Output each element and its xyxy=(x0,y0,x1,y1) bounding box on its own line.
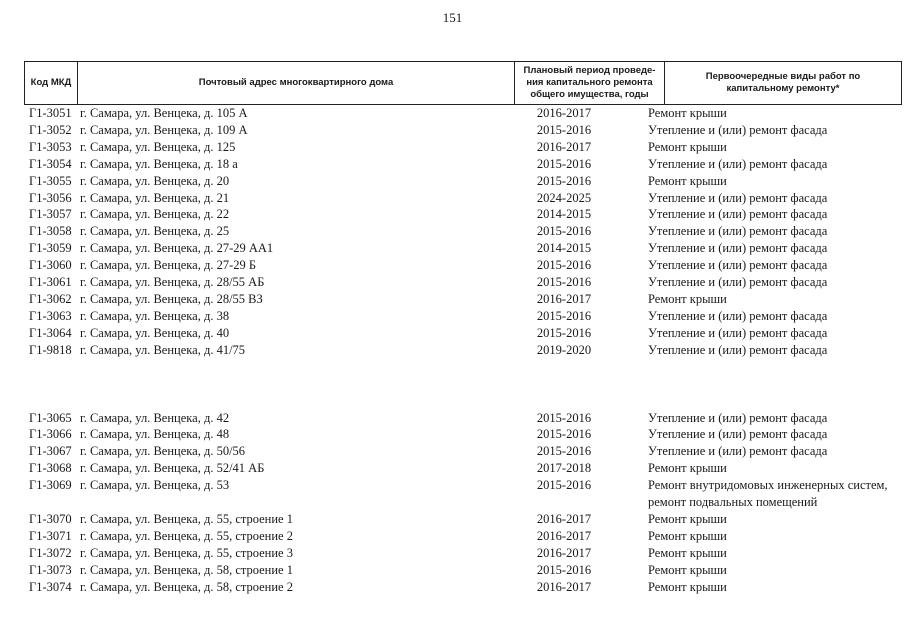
header-address: Почтовый адрес многоквартирного дома xyxy=(77,62,514,104)
table-row xyxy=(0,528,905,545)
address-cell: г. Самара, ул. Венцека, д. 58, строение 1 xyxy=(80,562,293,577)
table-row xyxy=(0,342,905,359)
table-row xyxy=(0,190,905,207)
period-cell: 2015-2016 xyxy=(536,173,592,188)
table-row xyxy=(0,291,905,308)
page-number: 151 xyxy=(442,10,463,25)
address-cell: г. Самара, ул. Венцека, д. 42 xyxy=(80,410,230,425)
address-cell: г. Самара, ул. Венцека, д. 38 xyxy=(80,308,230,323)
code-cell: Г1-3064 xyxy=(29,325,72,340)
period-cell: 2015-2016 xyxy=(536,224,592,239)
table-row xyxy=(0,460,905,477)
code-cell: Г1-3051 xyxy=(29,106,72,120)
address-cell: г. Самара, ул. Венцека, д. 55, строение 3 xyxy=(80,545,293,560)
table-row xyxy=(0,173,905,190)
address-cell: г. Самара, ул. Венцека, д. 18 а xyxy=(80,156,238,171)
code-cell: Г1-3068 xyxy=(29,461,72,476)
table-row xyxy=(0,325,905,342)
period-cell: 2016-2017 xyxy=(536,545,592,560)
table-row xyxy=(0,122,905,139)
address-cell: г. Самара, ул. Венцека, д. 28/55 ВЗ xyxy=(80,291,263,306)
period-cell: 2016-2017 xyxy=(536,579,592,594)
code-cell: Г1-3063 xyxy=(29,308,72,323)
address-cell: г. Самара, ул. Венцека, д. 22 xyxy=(80,207,230,222)
code-cell: Г1-3073 xyxy=(29,562,72,577)
address-cell: г. Самара, ул. Венцека, д. 125 xyxy=(80,139,236,154)
address-cell: г. Самара, ул. Венцека, д. 50/56 xyxy=(80,444,246,459)
table-row xyxy=(0,511,905,528)
code-cell: Г1-3067 xyxy=(29,444,72,459)
period-cell: 2015-2016 xyxy=(536,410,592,425)
period-cell: 2024-2025 xyxy=(536,190,592,205)
works-cell: Ремонт крыши xyxy=(648,291,727,306)
address-cell: г. Самара, ул. Венцека, д. 55, строение 1 xyxy=(80,512,293,527)
header-period: Плановый период проведе-ния капитального ремонта общего имущества, годы xyxy=(514,62,664,104)
code-cell: Г1-3057 xyxy=(29,207,72,222)
works-cell: Ремонт крыши xyxy=(648,106,727,120)
code-cell: Г1-3058 xyxy=(29,224,72,239)
works-cell: Утепление и (или) ремонт фасада xyxy=(648,156,828,171)
address-cell: г. Самара, ул. Венцека, д. 27-29 Б xyxy=(80,258,257,273)
code-cell: Г1-3069 xyxy=(29,478,72,493)
works-cell: Ремонт крыши xyxy=(648,579,727,594)
table-row xyxy=(0,308,905,325)
code-cell: Г1-3074 xyxy=(29,579,72,594)
table-row xyxy=(0,105,905,122)
period-cell: 2014-2015 xyxy=(536,207,592,222)
code-cell: Г1-3072 xyxy=(29,545,72,560)
period-cell: 2015-2016 xyxy=(536,562,592,577)
period-cell: 2019-2020 xyxy=(536,342,592,357)
table-row xyxy=(0,274,905,291)
table-row xyxy=(0,477,905,510)
address-cell: г. Самара, ул. Венцека, д. 48 xyxy=(80,427,230,442)
address-cell: г. Самара, ул. Венцека, д. 55, строение 2 xyxy=(80,529,293,543)
address-cell: г. Самара, ул. Венцека, д. 28/55 АБ xyxy=(80,275,265,289)
address-cell: г. Самара, ул. Венцека, д. 58, строение 2 xyxy=(80,579,293,594)
works-cell: Утепление и (или) ремонт фасада xyxy=(648,241,828,256)
period-cell: 2016-2017 xyxy=(536,139,592,154)
period-cell: 2016-2017 xyxy=(536,529,592,543)
address-cell: г. Самара, ул. Венцека, д. 109 А xyxy=(80,122,248,137)
works-cell: Утепление и (или) ремонт фасада xyxy=(648,190,828,205)
works-cell: Ремонт крыши xyxy=(648,512,727,527)
works-cell: Ремонт крыши xyxy=(648,529,727,543)
address-cell: г. Самара, ул. Венцека, д. 41/75 xyxy=(80,342,246,357)
address-cell: г. Самара, ул. Венцека, д. 20 xyxy=(80,173,230,188)
works-cell: Ремонт крыши xyxy=(648,461,727,476)
code-cell: Г1-3060 xyxy=(29,258,72,273)
period-cell: 2017-2018 xyxy=(536,461,592,476)
address-cell: г. Самара, ул. Венцека, д. 25 xyxy=(80,224,230,239)
code-cell: Г1-3065 xyxy=(29,410,72,425)
works-cell: Утепление и (или) ремонт фасада xyxy=(648,122,828,137)
period-cell: 2015-2016 xyxy=(536,427,592,442)
table-row xyxy=(0,257,905,274)
period-cell: 2015-2016 xyxy=(536,122,592,137)
works-cell: Ремонт внутридомовых инженерных систем, ремонт подвальных помещений xyxy=(648,478,888,510)
table-row xyxy=(0,240,905,257)
works-cell: Утепление и (или) ремонт фасада xyxy=(648,275,828,289)
works-cell: Утепление и (или) ремонт фасада xyxy=(648,308,828,323)
code-cell: Г1-3062 xyxy=(29,291,72,306)
code-cell: Г1-3066 xyxy=(29,427,72,442)
table-row xyxy=(0,579,905,596)
code-cell: Г1-3070 xyxy=(29,512,72,527)
table-row xyxy=(0,156,905,173)
works-cell: Утепление и (или) ремонт фасада xyxy=(648,444,828,459)
table-row xyxy=(0,139,905,156)
period-cell: 2015-2016 xyxy=(536,444,592,459)
code-cell: Г1-3071 xyxy=(29,529,72,543)
address-cell: г. Самара, ул. Венцека, д. 27-29 АА1 xyxy=(80,241,274,256)
works-cell: Утепление и (или) ремонт фасада xyxy=(648,258,828,273)
code-cell: Г1-3061 xyxy=(29,275,72,289)
period-cell: 2015-2016 xyxy=(536,258,592,273)
code-cell: Г1-9818 xyxy=(29,342,72,357)
works-cell: Утепление и (или) ремонт фасада xyxy=(648,410,828,425)
code-cell: Г1-3059 xyxy=(29,241,72,256)
address-cell: г. Самара, ул. Венцека, д. 105 А xyxy=(80,106,248,120)
table-row xyxy=(0,562,905,579)
table-row xyxy=(0,206,905,223)
works-cell: Утепление и (или) ремонт фасада xyxy=(648,427,828,442)
works-cell: Утепление и (или) ремонт фасада xyxy=(648,342,828,357)
period-cell: 2015-2016 xyxy=(536,308,592,323)
address-cell: г. Самара, ул. Венцека, д. 53 xyxy=(80,478,230,493)
code-cell: Г1-3055 xyxy=(29,173,72,188)
period-cell: 2016-2017 xyxy=(536,106,592,120)
period-cell: 2016-2017 xyxy=(536,291,592,306)
period-cell: 2014-2015 xyxy=(536,241,592,256)
period-cell: 2016-2017 xyxy=(536,512,592,527)
address-cell: г. Самара, ул. Венцека, д. 40 xyxy=(80,325,230,340)
table-row xyxy=(0,545,905,562)
period-cell: 2015-2016 xyxy=(536,156,592,171)
period-cell: 2015-2016 xyxy=(536,275,592,289)
works-cell: Ремонт крыши xyxy=(648,139,727,154)
period-cell: 2015-2016 xyxy=(536,325,592,340)
address-cell: г. Самара, ул. Венцека, д. 52/41 АБ xyxy=(80,461,265,476)
code-cell: Г1-3054 xyxy=(29,156,72,171)
works-cell: Утепление и (или) ремонт фасада xyxy=(648,224,828,239)
code-cell: Г1-3056 xyxy=(29,190,72,205)
works-cell: Ремонт крыши xyxy=(648,173,727,188)
works-cell: Утепление и (или) ремонт фасада xyxy=(648,207,828,222)
code-cell: Г1-3052 xyxy=(29,122,72,137)
address-cell: г. Самара, ул. Венцека, д. 21 xyxy=(80,190,230,205)
period-cell: 2015-2016 xyxy=(536,478,592,493)
header-works: Первоочередные виды работ по капитальному ремонту* xyxy=(664,62,901,104)
works-cell: Ремонт крыши xyxy=(648,545,727,560)
table-row xyxy=(0,223,905,240)
works-cell: Ремонт крыши xyxy=(648,562,727,577)
table-row xyxy=(0,443,905,460)
table-row xyxy=(0,426,905,443)
table-row xyxy=(0,410,905,427)
table-header xyxy=(24,61,902,105)
header-code: Код МКД xyxy=(30,77,72,88)
code-cell: Г1-3053 xyxy=(29,139,72,154)
works-cell: Утепление и (или) ремонт фасада xyxy=(648,325,828,340)
